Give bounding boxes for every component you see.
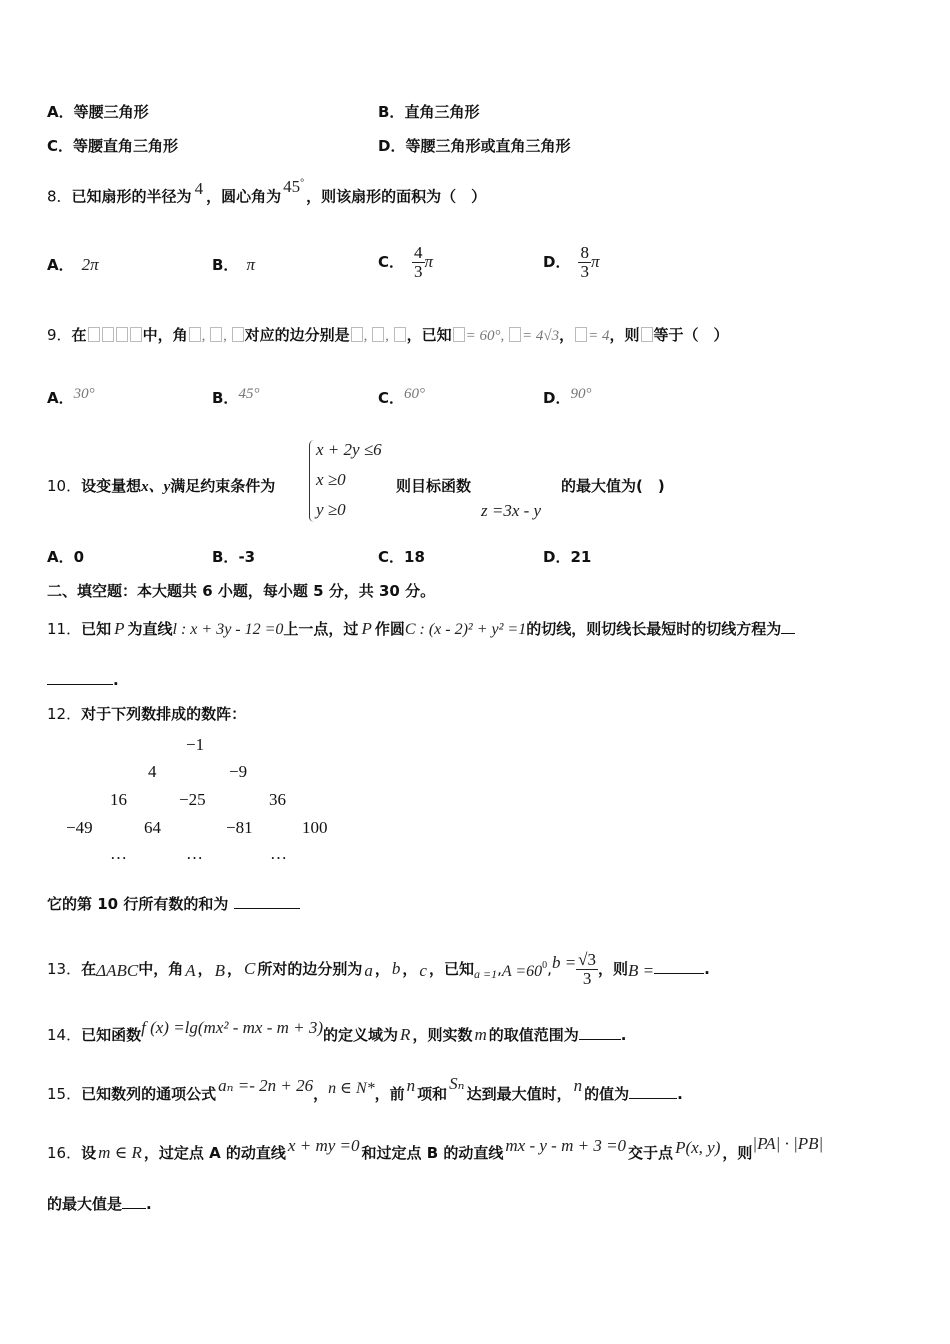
q7-option-c xyxy=(47,136,178,156)
option-text: 直角三角形 xyxy=(404,103,480,121)
stem-text: 它的第 10 行所有数的和为 xyxy=(47,895,229,913)
q7-option-a xyxy=(47,102,149,122)
array-cell: −25 xyxy=(179,790,206,809)
q14-stem xyxy=(47,1018,627,1045)
constraint-3: y ≥0 xyxy=(316,500,346,519)
q8-option-c xyxy=(378,232,433,292)
stem-text: 已知函数 xyxy=(81,1026,142,1044)
q7-option-b xyxy=(378,102,479,122)
constraint-1: x + 2y ≤6 xyxy=(316,440,382,459)
missing-glyph xyxy=(641,327,653,342)
option-label: A． xyxy=(47,256,74,274)
q8-option-a xyxy=(47,255,99,275)
angle-b: B xyxy=(214,961,226,980)
answer-blank xyxy=(629,1084,677,1099)
stem-text: ，则 xyxy=(609,326,640,344)
stem-text: 设变量想 xyxy=(81,477,142,495)
n-domain: n ∈ N* xyxy=(328,1080,375,1097)
q10-stem xyxy=(47,476,275,497)
section-heading: 二、填空题：本大题共 6 小题，每小题 5 分，共 30 分。 xyxy=(47,582,436,600)
stem-text: 已知扇形的半径为 xyxy=(71,187,192,206)
option-label: D． xyxy=(543,253,571,271)
q16-stem xyxy=(47,1134,824,1163)
q9-option-a xyxy=(47,388,95,409)
q10-option-d xyxy=(543,547,591,567)
stem-text: 项和 xyxy=(417,1085,448,1103)
option-math: 30° xyxy=(73,386,95,402)
option-value: 0 xyxy=(73,548,85,566)
function-expression: f (x) =lg(mx² - mx - m + 3) xyxy=(141,1018,324,1037)
stem-text: 的最大值为( ) xyxy=(561,477,665,495)
option-label: A． xyxy=(47,548,74,566)
numerator: 4 xyxy=(414,243,423,262)
q11-blank-line xyxy=(47,670,119,690)
q9-stem: 9．在 中，角 , , 对应的边分别是 , , ，已知 = 60°, = 4√3， = 4，则 等于（ ） xyxy=(47,326,729,344)
period: . xyxy=(146,1195,152,1213)
option-text: 等腰直角三角形 xyxy=(73,137,179,155)
option-text: 等腰三角形 xyxy=(73,103,149,121)
answer-blank xyxy=(781,619,795,634)
side-c: c xyxy=(419,961,427,980)
option-value: -3 xyxy=(238,548,256,566)
stem-text: ，则 xyxy=(598,960,629,978)
stem-text: 在 xyxy=(81,960,97,978)
stem-text: 作圆 xyxy=(374,620,405,638)
given-angle: = 60°, xyxy=(465,328,508,344)
option-math: 60° xyxy=(404,386,426,402)
separator: ， xyxy=(402,960,418,978)
given-angle: A =60 xyxy=(501,963,543,980)
stem-text: ，则 xyxy=(722,1144,753,1162)
array-cell: −9 xyxy=(229,762,248,781)
stem-text: 的最大值是 xyxy=(47,1195,123,1213)
missing-glyph xyxy=(116,327,128,342)
point-p: P(x, y) xyxy=(675,1138,721,1157)
given-b: b = xyxy=(551,953,577,972)
q12-ask xyxy=(47,894,300,914)
answer-blank xyxy=(122,1194,146,1209)
option-label: C． xyxy=(378,389,405,407)
partial-sum: Sₙ xyxy=(449,1074,465,1093)
stem-text: 和过定点 B 的动直线 xyxy=(361,1144,504,1162)
q10-option-b xyxy=(212,547,255,567)
stem-text: 设 xyxy=(81,1144,97,1162)
stem-text: 为直线 xyxy=(127,620,173,638)
missing-glyph xyxy=(210,327,222,342)
option-value: 21 xyxy=(570,548,592,566)
q8-option-b xyxy=(212,255,255,275)
missing-glyph xyxy=(88,327,100,342)
option-label: A． xyxy=(47,103,74,121)
option-label: B． xyxy=(212,389,239,407)
answer-blank xyxy=(47,670,113,685)
variables: x、y xyxy=(141,479,171,495)
stem-text: ，过定点 A 的动直线 xyxy=(143,1144,286,1162)
stem-text: 的定义域为 xyxy=(323,1026,399,1044)
stem-text: 满足约束条件为 xyxy=(170,477,276,495)
missing-glyph xyxy=(509,327,521,342)
question-number: 13． xyxy=(47,960,82,978)
stem-text: ，则实数 xyxy=(412,1026,473,1044)
stem-text: 对于下列数排成的数阵： xyxy=(81,705,247,723)
separator: ， xyxy=(313,1085,329,1103)
fraction xyxy=(578,244,591,281)
separator: ， xyxy=(374,960,390,978)
answer-blank xyxy=(579,1025,621,1040)
question-number: 8． xyxy=(47,187,72,206)
array-cell: −1 xyxy=(186,735,205,754)
given-side: = 4√3 xyxy=(521,328,560,344)
objective-function: z =3x - y xyxy=(481,501,542,520)
angle-c: C xyxy=(244,959,256,978)
q13-stem: 13．在ΔABC中，角 A ， B ， C 所对的边分别为 a ， b ， c ，已知$_{a =1},A =60^0,b$ = $\frac{√3}{3}$ ，则B = . xyxy=(47,950,710,988)
stem-text: 中，角 xyxy=(142,326,188,344)
q11-stem xyxy=(47,619,795,640)
option-text: 等腰三角形或直角三角形 xyxy=(405,137,571,155)
stem-text: ，已知 xyxy=(406,326,452,344)
option-math: 45° xyxy=(238,386,260,402)
general-term: aₙ =- 2n + 26 xyxy=(218,1076,314,1095)
question-number: 9． xyxy=(47,326,72,344)
option-math: 90° xyxy=(570,386,592,402)
stem-text: 中，角 xyxy=(138,960,184,978)
option-label: D． xyxy=(543,548,571,566)
separator: ， xyxy=(227,960,243,978)
option-value: 18 xyxy=(404,548,425,566)
array-cell: … xyxy=(270,844,287,863)
array-cell: … xyxy=(186,844,203,863)
q16-ask xyxy=(47,1194,152,1214)
missing-glyph xyxy=(232,327,244,342)
q8-option-d xyxy=(543,232,599,292)
stem-text: ，已知 xyxy=(428,960,474,978)
stem-text: 则目标函数 xyxy=(396,477,472,495)
q7-option-d xyxy=(378,136,570,156)
stem-text: ，圆心角为 xyxy=(206,187,282,206)
fraction xyxy=(576,951,598,988)
q9-option-c xyxy=(378,388,425,409)
question-number: 11． xyxy=(47,620,82,638)
variable-n: n xyxy=(573,1076,583,1095)
stem-text: 交于点 xyxy=(628,1144,674,1162)
given-a: a =1 xyxy=(473,967,498,981)
array-cell: 36 xyxy=(269,790,286,809)
missing-glyph xyxy=(453,327,465,342)
option-label: A． xyxy=(47,389,74,407)
missing-glyph xyxy=(372,327,384,342)
q12-stem xyxy=(47,704,246,724)
stem-text: 在 xyxy=(71,326,87,344)
fraction xyxy=(412,244,425,281)
stem-text: 对应的边分别是 xyxy=(244,326,350,344)
numerator: √3 xyxy=(578,950,597,969)
missing-glyph xyxy=(394,327,406,342)
given-side: = 4 xyxy=(588,328,610,344)
missing-glyph xyxy=(351,327,363,342)
m-domain: m ∈ R xyxy=(98,1143,142,1162)
option-label: C． xyxy=(378,548,405,566)
angle-value xyxy=(283,177,304,196)
period: . xyxy=(113,671,119,689)
missing-glyph xyxy=(575,327,587,342)
array-cell: … xyxy=(110,844,127,863)
denominator: 3 xyxy=(580,262,589,281)
separator: ， xyxy=(559,326,575,344)
denominator: 3 xyxy=(414,262,423,281)
stem-text: ，前 xyxy=(374,1085,405,1103)
pi-symbol: π xyxy=(424,252,434,271)
option-label: B． xyxy=(212,256,239,274)
answer-blank xyxy=(234,894,300,909)
side-a: a xyxy=(364,961,373,980)
array-cell: 16 xyxy=(110,790,127,809)
angle-a: A xyxy=(185,961,196,980)
product-expression: |PA| · |PB| xyxy=(752,1134,824,1153)
stem-text: 上一点，过 xyxy=(283,620,359,638)
question-number: 16． xyxy=(47,1144,82,1162)
question-number: 15． xyxy=(47,1085,82,1103)
pi-symbol: π xyxy=(590,252,600,271)
line-2: mx - y - m + 3 =0 xyxy=(505,1136,627,1155)
denominator: 3 xyxy=(576,969,598,988)
stem-text: 已知 xyxy=(81,620,112,638)
option-label: C． xyxy=(378,253,405,271)
constraint-2: x ≥0 xyxy=(316,470,346,489)
angle-number: 45 xyxy=(283,176,301,196)
variable-m: m xyxy=(474,1025,487,1044)
answer-blank xyxy=(654,959,704,974)
question-number: 12． xyxy=(47,705,82,723)
stem-text: 的值为 xyxy=(584,1085,630,1103)
option-label: B． xyxy=(378,103,405,121)
q9-option-d xyxy=(543,388,591,409)
variable-n: n xyxy=(406,1076,416,1095)
line-1: x + my =0 xyxy=(287,1136,360,1155)
circle-equation: C : (x - 2)² + y² =1 xyxy=(404,621,527,638)
stem-text: 的切线，则切线长最短时的切线方程为 xyxy=(526,620,782,638)
side-b: b xyxy=(391,959,401,978)
stem-text: 的取值范围为 xyxy=(488,1026,579,1044)
stem-text: 等于（ ） xyxy=(653,326,729,344)
stem-text: 已知数列的通项公式 xyxy=(81,1085,217,1103)
option-math: π xyxy=(246,255,255,274)
stem-text: 达到最大值时， xyxy=(466,1085,572,1103)
numerator: 8 xyxy=(580,243,589,262)
degree-symbol: ° xyxy=(300,177,305,188)
point-p: P xyxy=(361,619,372,638)
array-cell: 4 xyxy=(148,762,157,781)
period: . xyxy=(620,1026,627,1044)
period: . xyxy=(677,1085,683,1103)
ask-b: B = xyxy=(628,961,655,980)
stem-text: ，则该扇形的面积为（ ） xyxy=(306,187,487,206)
period: . xyxy=(704,960,710,978)
system-brace xyxy=(309,440,316,522)
question-number: 10． xyxy=(47,477,82,495)
separator: ， xyxy=(197,960,213,978)
point-p: P xyxy=(114,619,125,638)
array-cell: −49 xyxy=(66,818,93,837)
q10-option-a xyxy=(47,547,84,567)
missing-glyph xyxy=(102,327,114,342)
array-cell: 100 xyxy=(302,818,328,837)
q15-stem xyxy=(47,1074,683,1105)
question-number: 14． xyxy=(47,1026,82,1044)
triangle-name: ΔABC xyxy=(96,961,139,980)
stem-text: 所对的边分别为 xyxy=(257,960,363,978)
option-label: D． xyxy=(543,389,571,407)
set-r: R xyxy=(400,1025,411,1044)
array-cell: −81 xyxy=(226,818,253,837)
q8-stem xyxy=(47,176,487,207)
option-label: B． xyxy=(212,548,239,566)
option-label: D． xyxy=(378,137,406,155)
q9-option-b xyxy=(212,388,259,409)
radius-value: 4 xyxy=(194,178,204,198)
missing-glyph xyxy=(130,327,142,342)
missing-glyph xyxy=(189,327,201,342)
array-cell: 64 xyxy=(144,818,161,837)
q10-option-c xyxy=(378,547,425,567)
option-math: 2π xyxy=(81,255,99,274)
line-equation: l : x + 3y - 12 =0 xyxy=(172,621,284,638)
option-label: C． xyxy=(47,137,74,155)
